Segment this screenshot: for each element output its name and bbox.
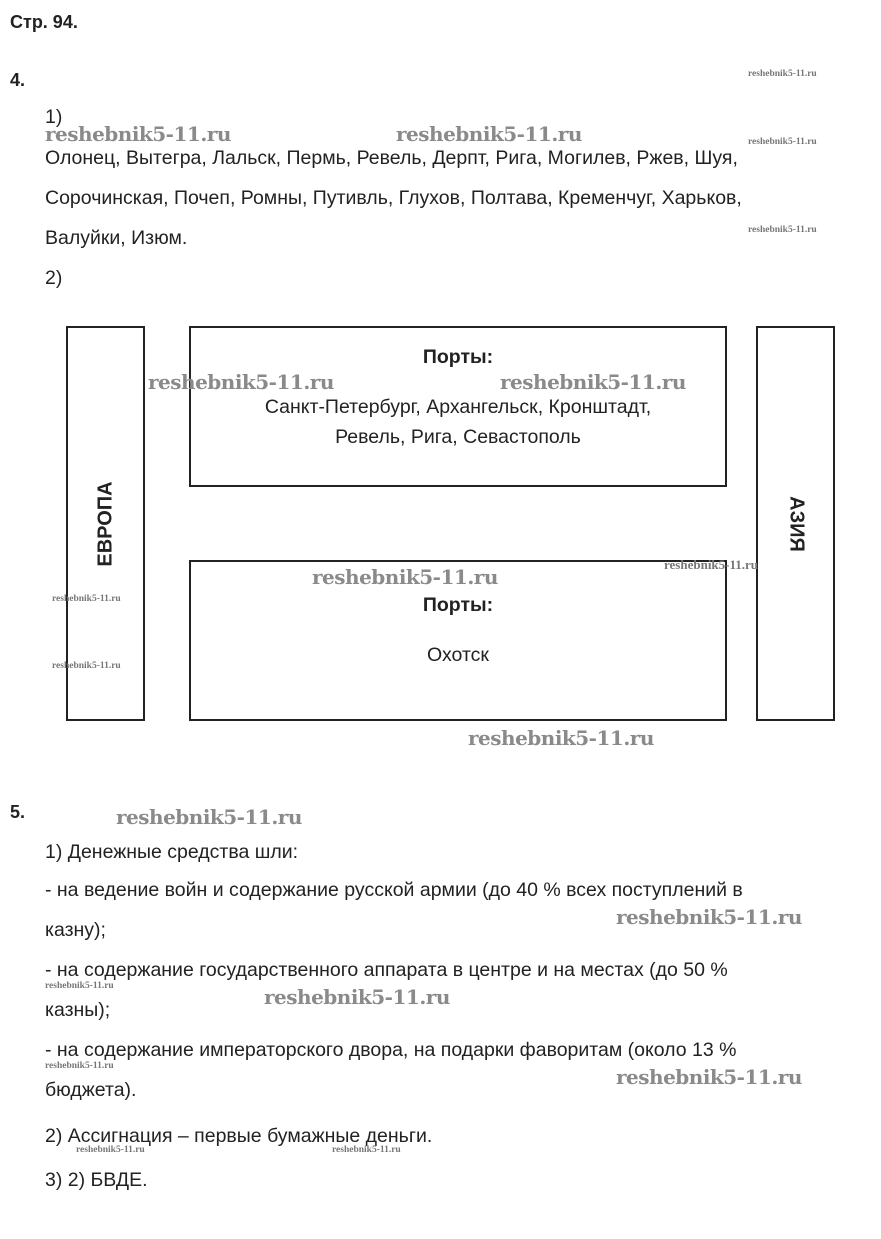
text-line: Олонец, Вытегра, Лальск, Пермь, Ревель, Дерпт, Рига, Могилев, Ржев, Шуя, — [45, 147, 738, 169]
task-4-number: 4. — [10, 70, 26, 90]
text-line: казну); — [45, 919, 106, 941]
watermark: reshebnik5-11.ru — [148, 370, 334, 394]
watermark: reshebnik5-11.ru — [616, 1065, 802, 1089]
watermark-small: reshebnik5-11.ru — [45, 981, 114, 991]
asia-label: АЗИЯ — [785, 495, 807, 552]
watermark: reshebnik5-11.ru — [312, 565, 498, 589]
task-4-part2-label: 2) — [45, 267, 63, 289]
task-5-number: 5. — [10, 802, 26, 822]
page-header: Стр. 94. — [10, 12, 78, 32]
text-line: - на ведение войн и содержание русской армии (до 40 % всех поступлений в — [45, 879, 743, 901]
ports-line: Санкт-Петербург, Архангельск, Кронштадт, — [264, 396, 652, 418]
ports-heading: Порты: — [422, 346, 494, 368]
watermark-small: reshebnik5-11.ru — [52, 661, 121, 671]
watermark-small: reshebnik5-11.ru — [664, 557, 759, 572]
watermark-small: reshebnik5-11.ru — [332, 1145, 401, 1155]
text-line: 2) Ассигнация – первые бумажные деньги. — [45, 1125, 433, 1147]
watermark-small: reshebnik5-11.ru — [748, 69, 817, 79]
ports-line: Охотск — [427, 644, 489, 666]
text-line: Валуйки, Изюм. — [45, 227, 188, 249]
watermark-small: reshebnik5-11.ru — [748, 137, 817, 147]
text-line: - на содержание государственного аппарата в центре и на местах (до 50 % — [45, 959, 728, 981]
text-line: 1) Денежные средства шли: — [45, 841, 299, 863]
watermark: reshebnik5-11.ru — [616, 905, 802, 929]
text-line: 3) 2) БВДЕ. — [45, 1169, 148, 1191]
ports-top-box — [189, 326, 727, 487]
text-line: - на содержание императорского двора, на подарки фаворитам (около 13 % — [45, 1039, 737, 1061]
task-4-part1-label: 1) — [45, 106, 63, 128]
watermark: reshebnik5-11.ru — [45, 122, 231, 146]
text-line: казны); — [45, 999, 111, 1021]
watermark: reshebnik5-11.ru — [116, 805, 302, 829]
asia-box — [756, 326, 835, 721]
watermark: reshebnik5-11.ru — [396, 122, 582, 146]
watermark: reshebnik5-11.ru — [468, 726, 654, 750]
europe-label: ЕВРОПА — [94, 480, 116, 567]
text-line: Сорочинская, Почеп, Ромны, Путивль, Глухов, Полтава, Кременчуг, Харьков, — [45, 187, 742, 209]
watermark: reshebnik5-11.ru — [264, 985, 450, 1009]
ports-line: Ревель, Рига, Севастополь — [335, 426, 581, 448]
watermark-small: reshebnik5-11.ru — [76, 1145, 145, 1155]
watermark-small: reshebnik5-11.ru — [52, 594, 121, 604]
ports-heading: Порты: — [422, 594, 494, 616]
watermark-small: reshebnik5-11.ru — [748, 225, 817, 235]
watermark-small: reshebnik5-11.ru — [45, 1061, 114, 1071]
watermark: reshebnik5-11.ru — [500, 370, 686, 394]
text-line: бюджета). — [45, 1079, 137, 1101]
